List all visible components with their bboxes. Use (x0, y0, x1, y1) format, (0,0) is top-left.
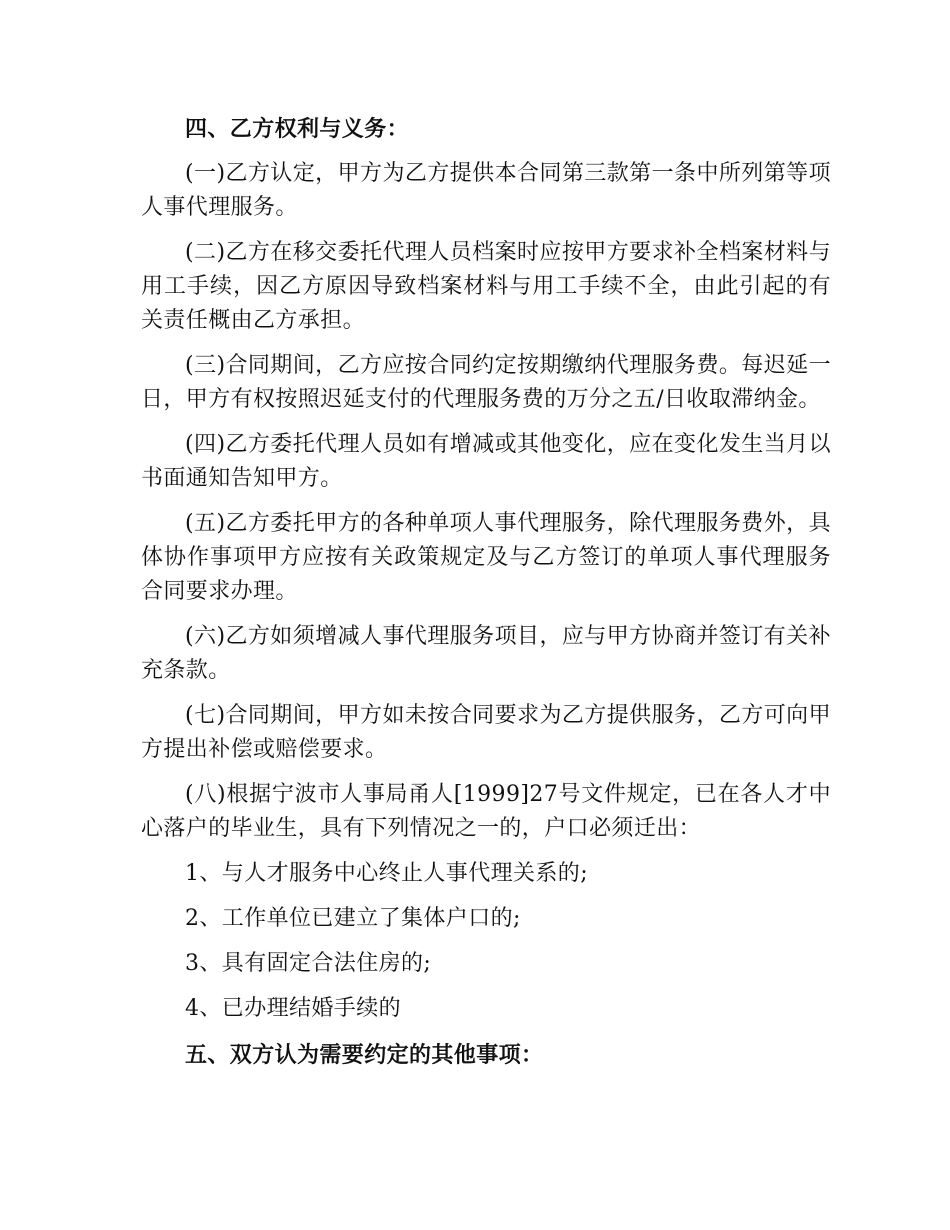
clause-2: (二)乙方在移交委托代理人员档案时应按甲方要求补全档案材料与用工手续，因乙方原因导致档案材料与用工手续不全，由此引起的有关责任概由乙方承担。 (141, 240, 831, 333)
clause-8: (八)根据宁波市人事局甬人[1999]27号文件规定，已在各人才中心落户的毕业生，具有下列情况之一的，户口必须迁出： (141, 782, 831, 841)
clause-5: (五)乙方委托甲方的各种单项人事代理服务，除代理服务费外，具体协作事项甲方应按有关政策规定及与乙方签订的单项人事代理服务合同要求办理。 (141, 511, 831, 604)
section-5-heading: 五、双方认为需要约定的其他事项： (185, 1042, 544, 1068)
list-item: 3、具有固定合法住房的; (185, 951, 432, 976)
clause-6: (六)乙方如须增减人事代理服务项目，应与甲方协商并签订有关补充条款。 (141, 624, 831, 683)
clause-7: (七)合同期间，甲方如未按合同要求为乙方提供服务，乙方可向甲方提出补偿或赔偿要求。 (141, 703, 831, 762)
section-4-heading: 四、乙方权利与义务： (185, 116, 410, 142)
list-item: 4、已办理结婚手续的 (185, 996, 401, 1021)
document-body (141, 112, 831, 1083)
clause-4: (四)乙方委托代理人员如有增减或其他变化，应在变化发生当月以书面通知告知甲方。 (141, 432, 831, 491)
list-item: 1、与人才服务中心终止人事代理关系的; (185, 861, 589, 886)
list-item: 2、工作单位已建立了集体户口的; (185, 906, 521, 931)
clause-1: (一)乙方认定，甲方为乙方提供本合同第三款第一条中所列第等项人事代理服务。 (141, 161, 831, 220)
clause-3: (三)合同期间，乙方应按合同约定按期缴纳代理服务费。每迟延一日，甲方有权按照迟延支付的代理服务费的万分之五/日收取滞纳金。 (141, 353, 831, 412)
